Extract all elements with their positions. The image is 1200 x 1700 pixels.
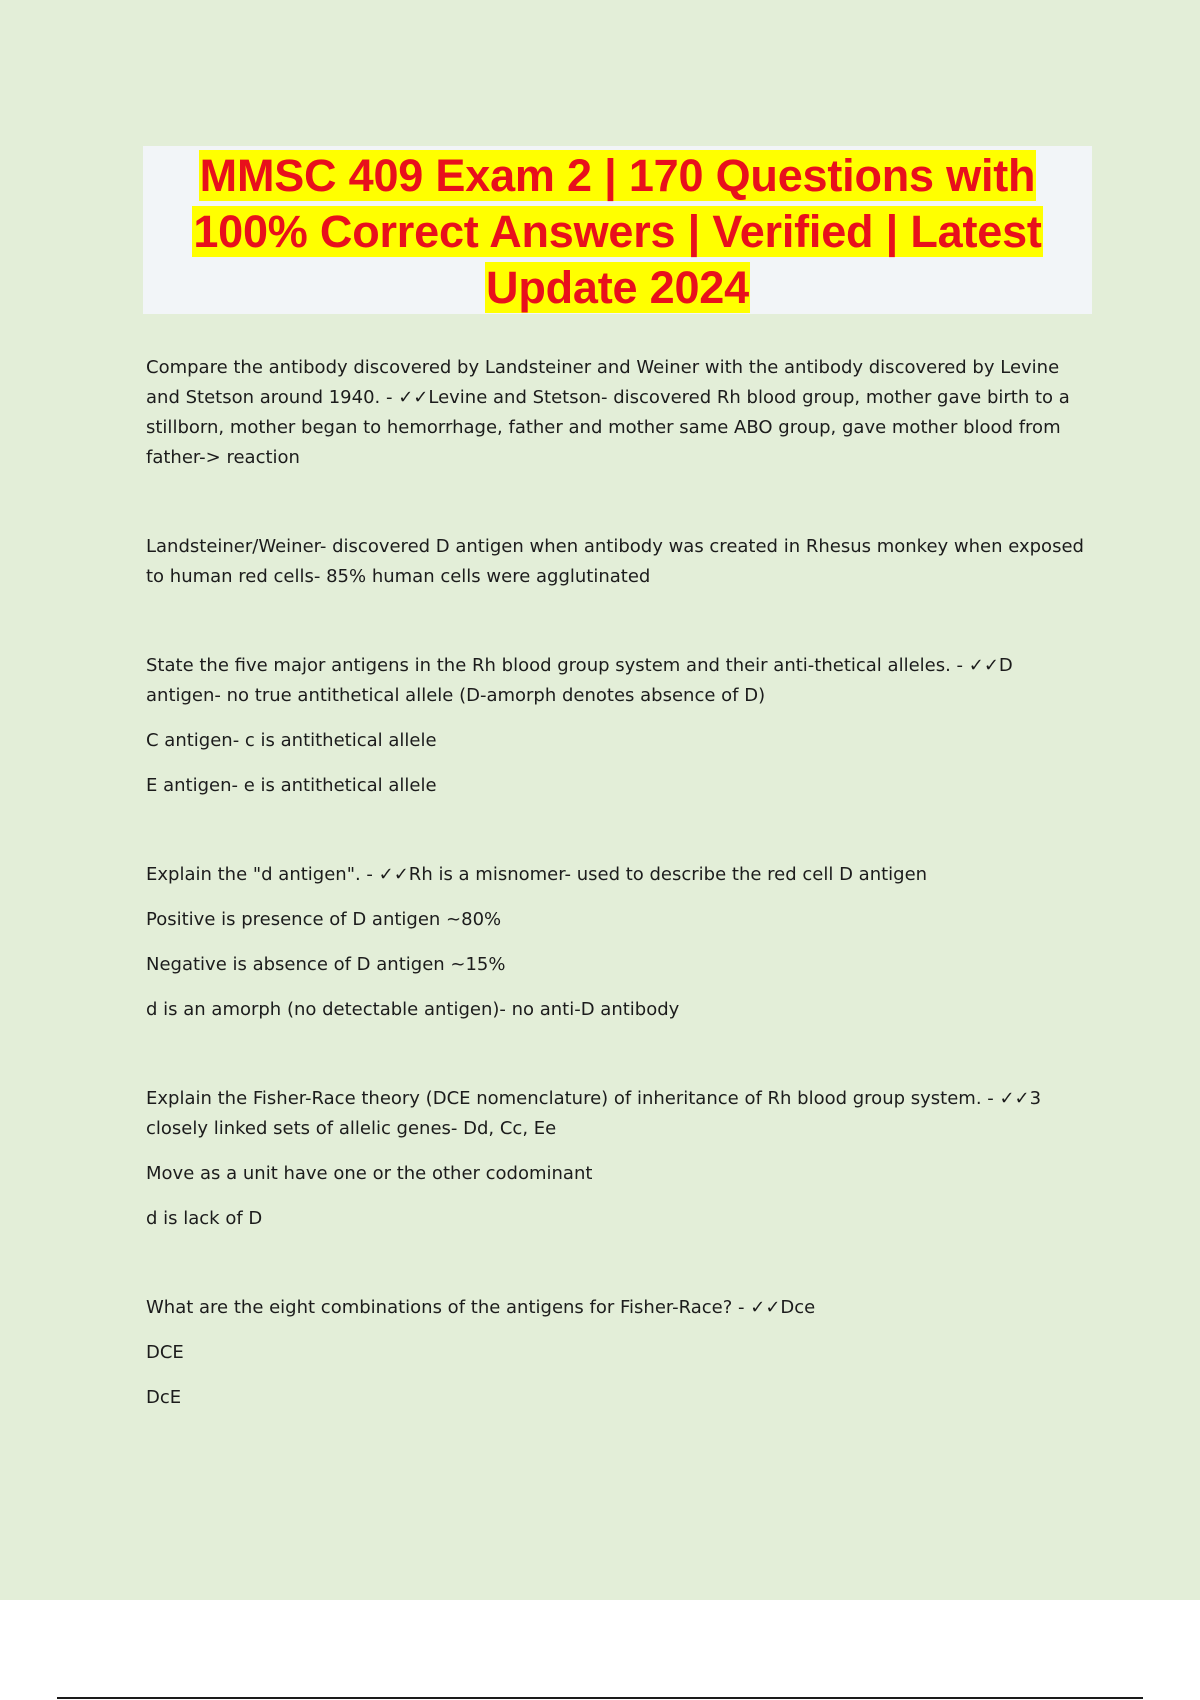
qa-block-1 [146,353,1090,473]
qa-block-2 [146,532,1090,592]
paragraph: E antigen- e is antithetical allele [146,775,437,796]
paragraph: DCE [146,1342,184,1363]
document-title [143,146,1092,316]
title-box [143,146,1092,314]
title-line-1: MMSC 409 Exam 2 | 170 Questions with [199,150,1036,201]
paragraph: Move as a unit have one or the other codominant [146,1163,593,1184]
paragraph: Negative is absence of D antigen ~15% [146,954,506,975]
paragraph: Compare the antibody discovered by Landsteiner and Weiner with the antibody discovered by Levine and Stetson around 1940. - ✓✓Levine and Stetson- discovered Rh blood group, mother gave birth to a stillborn, mother began to hemorrhage, father and mother same ABO group, gave mother blood from father-> reaction [146,357,1070,468]
paragraph: C antigen- c is antithetical allele [146,730,437,751]
paragraph: Explain the "d antigen". - ✓✓Rh is a misnomer- used to describe the red cell D antigen [146,864,928,885]
qa-block-3 [146,651,1090,801]
qa-block-6 [146,1293,1090,1413]
paragraph: Landsteiner/Weiner- discovered D antigen when antibody was created in Rhesus monkey when exposed to human red cells- 85% human cells were agglutinated [146,536,1084,587]
paragraph: d is lack of D [146,1208,263,1229]
paragraph: What are the eight combinations of the antigens for Fisher-Race? - ✓✓Dce [146,1297,816,1318]
paragraph: Explain the Fisher-Race theory (DCE nomenclature) of inheritance of Rh blood group system. - ✓✓3 closely linked sets of allelic genes- Dd, Cc, Ee [146,1088,1042,1139]
paragraph: State the five major antigens in the Rh blood group system and their anti-thetical alleles. - ✓✓D antigen- no true antithetical allele (D-amorph denotes absence of D) [146,655,1013,706]
paragraph: d is an amorph (no detectable antigen)- no anti-D antibody [146,999,680,1020]
qa-block-4 [146,860,1090,1025]
title-line-3: Update 2024 [486,262,749,313]
qa-block-5 [146,1084,1090,1234]
document-body [146,353,1090,1413]
footer-divider [57,1697,1143,1699]
title-line-2: 100% Correct Answers | Verified | Latest [193,206,1042,257]
paragraph: Positive is presence of D antigen ~80% [146,909,502,930]
paragraph: DcE [146,1387,182,1408]
